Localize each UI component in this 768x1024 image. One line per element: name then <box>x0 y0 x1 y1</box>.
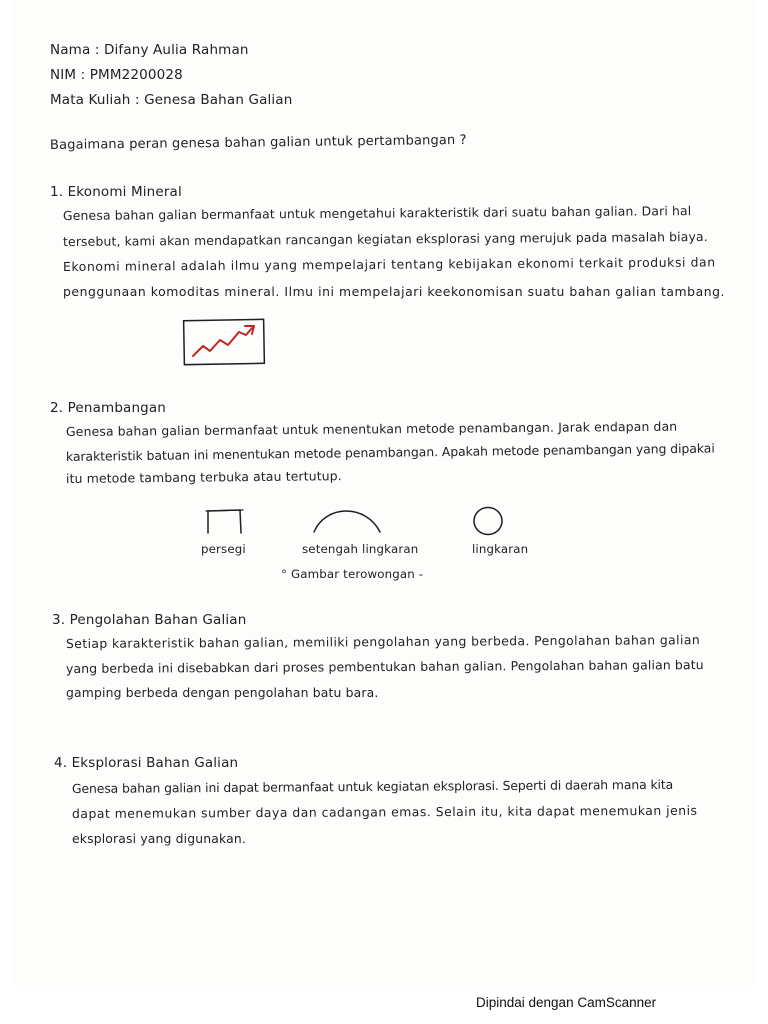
mata-kuliah-line: Mata Kuliah : Genesa Bahan Galian <box>50 92 293 108</box>
section-2-line-3: itu metode tambang terbuka atau tertutup. <box>65 468 342 486</box>
question: Bagaimana peran genesa bahan galian untuk pertambangan ? <box>49 132 467 153</box>
nim-line: NIM : PMM2200028 <box>50 67 183 83</box>
section-3-title: 3. Pengolahan Bahan Galian <box>52 612 247 628</box>
section-1-line-4: penggunaan komoditas mineral. Ilmu ini mempelajari keekonomisan suatu bahan galian tambang. <box>63 284 726 299</box>
caption-gambar-terowongan: ° Gambar terowongan - <box>281 567 424 581</box>
section-4-line-2: dapat menemukan sumber daya dan cadangan emas. Selain itu, kita dapat menemukan jenis <box>71 802 698 821</box>
section-3-line-1: Setiap karakteristik bahan galian, memiliki pengolahan yang berbeda. Pengolahan bahan galian <box>65 632 701 651</box>
section-1-line-1: Genesa bahan galian bermanfaat untuk mengetahui karakteristik dari suatu bahan galian. Dari hal <box>62 203 692 223</box>
label-setengah-lingkaran: setengah lingkaran <box>302 542 419 556</box>
section-4-line-3: eksplorasi yang digunakan. <box>72 831 246 846</box>
section-2-title: 2. Penambangan <box>50 400 167 416</box>
setengah-lingkaran-shape-icon <box>310 506 384 536</box>
section-2-line-1: Genesa bahan galian bermanfaat untuk menentukan metode penambangan. Jarak endapan dan <box>65 418 678 439</box>
lingkaran-shape-icon <box>471 505 507 537</box>
section-1-line-2: tersebut, kami akan mendapatkan rancangan kegiatan eksplorasi yang merujuk pada masalah biaya. <box>62 228 708 249</box>
section-4-line-1: Genesa bahan galian ini dapat bermanfaat untuk kegiatan eksplorasi. Seperti di daerah mana kita <box>71 776 674 796</box>
rising-trend-sketch <box>183 318 267 368</box>
section-3-line-2: yang berbeda ini disebabkan dari proses pembentukan bahan galian. Pengolahan bahan galian batu <box>65 657 704 676</box>
nama-line: Nama : Difany Aulia Rahman <box>50 42 249 58</box>
section-1-title: 1. Ekonomi Mineral <box>50 184 182 200</box>
camscanner-footer: Dipindai dengan CamScanner <box>476 995 657 1010</box>
section-1-line-3: Ekonomi mineral adalah ilmu yang mempelajari tentang kebijakan ekonomi terkait produksi dan <box>62 254 716 274</box>
section-4-title: 4. Eksplorasi Bahan Galian <box>54 755 239 771</box>
section-2-line-2: karakteristik batuan ini menentukan metode penambangan. Apakah metode penambangan yang dipakai <box>65 440 715 464</box>
label-lingkaran: lingkaran <box>472 542 529 556</box>
persegi-shape-icon <box>205 506 245 536</box>
label-persegi: persegi <box>201 542 246 556</box>
section-3-line-3: gamping berbeda dengan pengolahan batu bara. <box>66 685 379 700</box>
trend-arrow-line <box>193 328 252 356</box>
